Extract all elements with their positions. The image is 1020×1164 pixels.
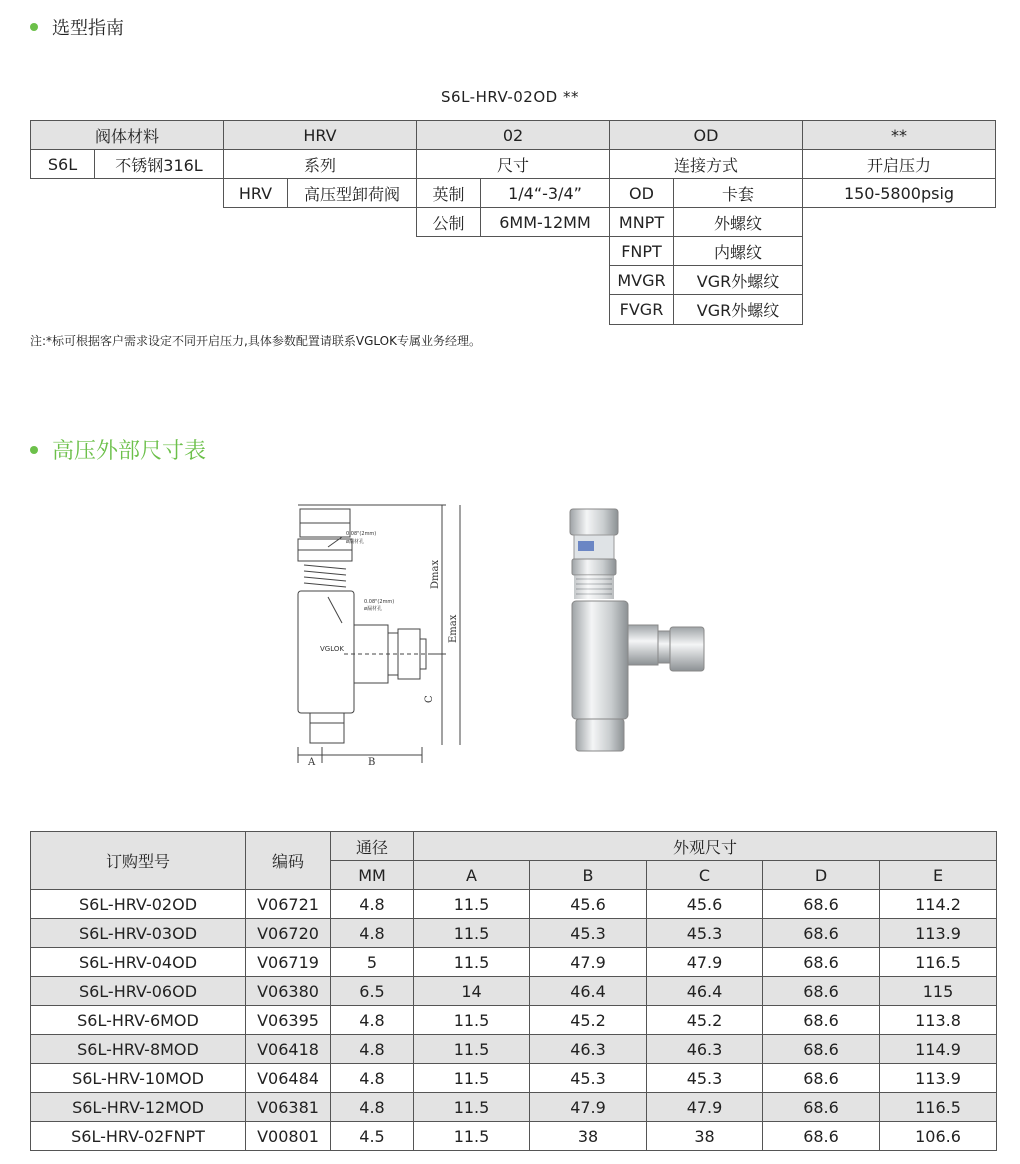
- cell-d: 68.6: [763, 1093, 880, 1122]
- cell-code: V06721: [246, 890, 331, 919]
- cell-c: 46.4: [647, 977, 763, 1006]
- cell-code: V06418: [246, 1035, 331, 1064]
- section-title-selection-guide: [30, 14, 124, 40]
- material-code: S6L: [30, 149, 95, 179]
- cell-b: 38: [530, 1122, 647, 1151]
- cell-d: 68.6: [763, 977, 880, 1006]
- dim-label-a: A: [308, 757, 316, 768]
- connection-code: OD: [609, 178, 674, 208]
- cell-model: S6L-HRV-03OD: [31, 919, 246, 948]
- cell-d: 68.6: [763, 890, 880, 919]
- connection-label: 连接方式: [609, 149, 803, 179]
- section-title-dimensions: [30, 434, 206, 465]
- cell-model: S6L-HRV-02OD: [31, 890, 246, 919]
- table-row: [31, 948, 997, 977]
- cell-b: 45.6: [530, 890, 647, 919]
- cell-model: S6L-HRV-12MOD: [31, 1093, 246, 1122]
- cell-bore: 6.5: [331, 977, 414, 1006]
- cell-a: 11.5: [414, 1122, 530, 1151]
- header-hrv: HRV: [223, 120, 417, 150]
- series-code: HRV: [223, 178, 288, 208]
- cell-code: V06719: [246, 948, 331, 977]
- connection-name: VGR外螺纹: [673, 265, 803, 295]
- header-code: 编码: [246, 832, 331, 890]
- cell-code: V06380: [246, 977, 331, 1006]
- cell-e: 115: [880, 977, 997, 1006]
- drawing-brand: VGLOK: [320, 645, 344, 653]
- cell-b: 45.3: [530, 919, 647, 948]
- cell-a: 11.5: [414, 1064, 530, 1093]
- cell-bore: 4.8: [331, 1035, 414, 1064]
- cell-d: 68.6: [763, 1035, 880, 1064]
- cell-code: V06381: [246, 1093, 331, 1122]
- table-row: [31, 890, 997, 919]
- cell-model: S6L-HRV-02FNPT: [31, 1122, 246, 1151]
- header-pressure-code: **: [802, 120, 996, 150]
- drawing-hole-sub-1: ø漏材孔: [346, 539, 365, 545]
- table-row: [31, 977, 997, 1006]
- cell-e: 116.5: [880, 1093, 997, 1122]
- header-material: 阀体材料: [30, 120, 224, 150]
- cell-a: 11.5: [414, 1093, 530, 1122]
- cell-bore: 4.5: [331, 1122, 414, 1151]
- cell-c: 47.9: [647, 948, 763, 977]
- cell-bore: 4.8: [331, 1006, 414, 1035]
- cell-e: 113.8: [880, 1006, 997, 1035]
- header-col-d: D: [763, 861, 880, 890]
- cell-bore: 4.8: [331, 919, 414, 948]
- dim-label-e: Emax: [448, 614, 459, 643]
- cell-bore: 4.8: [331, 1064, 414, 1093]
- header-col-e: E: [880, 861, 997, 890]
- table-row: [31, 1035, 997, 1064]
- cell-b: 45.3: [530, 1064, 647, 1093]
- cell-d: 68.6: [763, 1006, 880, 1035]
- cell-code: V06484: [246, 1064, 331, 1093]
- cell-c: 46.3: [647, 1035, 763, 1064]
- cell-model: S6L-HRV-06OD: [31, 977, 246, 1006]
- table-row: [31, 919, 997, 948]
- cell-b: 47.9: [530, 948, 647, 977]
- cell-d: 68.6: [763, 919, 880, 948]
- cell-c: 45.2: [647, 1006, 763, 1035]
- cell-c: 47.9: [647, 1093, 763, 1122]
- valve-product-photo: [548, 497, 728, 769]
- connection-code: MVGR: [609, 265, 674, 295]
- header-outer-dims: 外观尺寸: [414, 832, 997, 861]
- connection-name: 内螺纹: [673, 236, 803, 266]
- connection-name: VGR外螺纹: [673, 294, 803, 325]
- cell-a: 11.5: [414, 919, 530, 948]
- header-connection-code: OD: [609, 120, 803, 150]
- cell-c: 45.3: [647, 1064, 763, 1093]
- cell-b: 47.9: [530, 1093, 647, 1122]
- table-row: [31, 1064, 997, 1093]
- drawing-hole-note-1: 0.08"(2mm): [346, 531, 377, 537]
- cell-b: 46.4: [530, 977, 647, 1006]
- connection-code: MNPT: [609, 207, 674, 237]
- cell-bore: 4.8: [331, 1093, 414, 1122]
- series-name: 高压型卸荷阀: [287, 178, 417, 208]
- cell-a: 11.5: [414, 890, 530, 919]
- table-row: [31, 1093, 997, 1122]
- dimension-table: [30, 831, 997, 1151]
- header-col-a: A: [414, 861, 530, 890]
- dim-label-b: B: [368, 757, 376, 768]
- drawing-hole-sub-2: ø漏材孔: [364, 606, 383, 612]
- footnote: 注:*标可根据客户需求设定不同开启压力,具体参数配置请联系VGLOK专属业务经理。: [30, 334, 481, 348]
- cell-code: V06395: [246, 1006, 331, 1035]
- cell-bore: 4.8: [331, 890, 414, 919]
- cell-a: 11.5: [414, 1006, 530, 1035]
- pressure-label: 开启压力: [802, 149, 996, 179]
- cell-e: 113.9: [880, 919, 997, 948]
- size-range: 6MM-12MM: [480, 207, 610, 237]
- size-label: 尺寸: [416, 149, 610, 179]
- dimension-table-body: [31, 890, 997, 1151]
- connection-name: 外螺纹: [673, 207, 803, 237]
- cell-e: 113.9: [880, 1064, 997, 1093]
- header-col-c: C: [647, 861, 763, 890]
- drawing-hole-note-2: 0.08"(2mm): [364, 599, 395, 605]
- section-title-text: 选型指南: [52, 18, 124, 39]
- cell-code: V06720: [246, 919, 331, 948]
- table-row: [31, 1006, 997, 1035]
- connection-code: FNPT: [609, 236, 674, 266]
- model-code: S6L-HRV-02OD **: [441, 88, 579, 106]
- size-unit: 英制: [416, 178, 481, 208]
- drawing-threads: [304, 565, 346, 587]
- material-name: 不锈钢316L: [94, 149, 224, 179]
- header-size-code: 02: [416, 120, 610, 150]
- pressure-range: 150-5800psig: [802, 178, 996, 208]
- connection-name: 卡套: [673, 178, 803, 208]
- cell-bore: 5: [331, 948, 414, 977]
- cell-model: S6L-HRV-6MOD: [31, 1006, 246, 1035]
- cell-e: 106.6: [880, 1122, 997, 1151]
- cell-d: 68.6: [763, 1122, 880, 1151]
- valve-technical-drawing: [288, 497, 472, 769]
- connection-code: FVGR: [609, 294, 674, 325]
- cell-a: 14: [414, 977, 530, 1006]
- cell-d: 68.6: [763, 948, 880, 977]
- header-model: 订购型号: [31, 832, 246, 890]
- cell-e: 114.9: [880, 1035, 997, 1064]
- cell-a: 11.5: [414, 1035, 530, 1064]
- cell-d: 68.6: [763, 1064, 880, 1093]
- cell-b: 46.3: [530, 1035, 647, 1064]
- table-row: [31, 1122, 997, 1151]
- header-bore-unit: MM: [331, 861, 414, 890]
- cell-code: V00801: [246, 1122, 331, 1151]
- cell-e: 114.2: [880, 890, 997, 919]
- bullet-icon: [30, 23, 38, 31]
- dim-label-d: Dmax: [430, 559, 441, 589]
- drawing-bottom-nut: [310, 713, 344, 743]
- cell-c: 45.3: [647, 919, 763, 948]
- cell-a: 11.5: [414, 948, 530, 977]
- cell-model: S6L-HRV-8MOD: [31, 1035, 246, 1064]
- cell-e: 116.5: [880, 948, 997, 977]
- cell-b: 45.2: [530, 1006, 647, 1035]
- cell-model: S6L-HRV-10MOD: [31, 1064, 246, 1093]
- header-bore: 通径: [331, 832, 414, 861]
- dim-label-c: C: [424, 695, 435, 703]
- section-title-text: 高压外部尺寸表: [52, 439, 207, 464]
- bullet-icon: [30, 446, 38, 454]
- header-col-b: B: [530, 861, 647, 890]
- cell-model: S6L-HRV-04OD: [31, 948, 246, 977]
- series-label: 系列: [223, 149, 417, 179]
- cell-c: 45.6: [647, 890, 763, 919]
- size-range: 1/4“-3/4”: [480, 178, 610, 208]
- size-unit: 公制: [416, 207, 481, 237]
- cell-c: 38: [647, 1122, 763, 1151]
